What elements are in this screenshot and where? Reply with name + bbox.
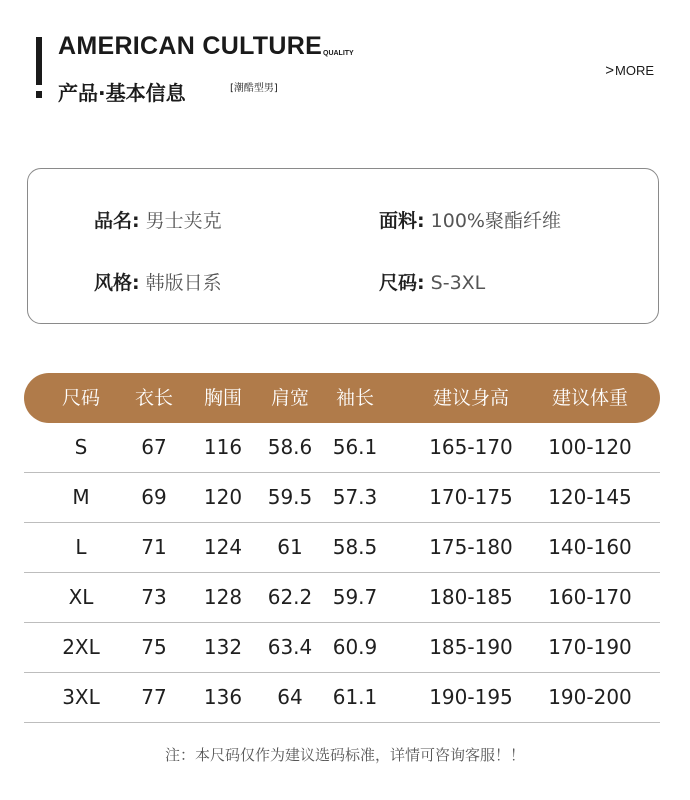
- info-value: 100%聚酯纤维: [430, 210, 561, 232]
- table-cell: 2XL: [62, 635, 100, 659]
- table-row: [24, 573, 660, 623]
- table-cell: 64: [277, 685, 303, 709]
- column-header: 袖长: [335, 387, 375, 409]
- table-cell: 100-120: [548, 435, 632, 459]
- info-value: 韩版日系: [145, 272, 222, 294]
- table-cell: 165-170: [429, 435, 513, 459]
- table-cell: 56.1: [332, 435, 378, 459]
- column-header: 建议身高: [432, 387, 510, 409]
- column-header: 肩宽: [270, 387, 310, 409]
- table-cell: 71: [141, 535, 167, 559]
- table-cell: 63.4: [267, 635, 313, 659]
- quality-tag: QUALITY: [323, 50, 354, 57]
- table-cell: 120-145: [548, 485, 632, 509]
- more-label: MORE: [615, 63, 654, 78]
- info-label: 品名:: [94, 210, 140, 232]
- size-footnote: 注：本尺码仅作为建议选码标准，详情可咨询客服！！: [164, 746, 525, 764]
- table-cell: 60.9: [332, 635, 378, 659]
- table-cell: 57.3: [332, 485, 378, 509]
- table-cell: 190-195: [429, 685, 513, 709]
- brand-title: AMERICAN CULTURE: [58, 32, 323, 60]
- info-fabric: [379, 206, 561, 233]
- info-product-name: [94, 206, 222, 233]
- table-cell: 160-170: [548, 585, 632, 609]
- table-cell: 59.5: [267, 485, 313, 509]
- exclamation-mark-bar: [36, 37, 42, 85]
- product-info-box: [27, 168, 659, 324]
- info-label: 风格:: [94, 272, 140, 294]
- table-cell: 73: [141, 585, 167, 609]
- table-row: [24, 673, 660, 723]
- column-header: 胸围: [203, 387, 243, 409]
- table-cell: 124: [203, 535, 243, 559]
- info-label: 尺码:: [379, 272, 425, 294]
- table-row: [24, 523, 660, 573]
- table-row: [24, 473, 660, 523]
- table-cell: 3XL: [62, 685, 100, 709]
- size-table-body: [24, 423, 660, 723]
- table-cell: L: [75, 535, 87, 559]
- size-table-header: [24, 373, 660, 423]
- chevron-right-icon: >: [605, 62, 614, 79]
- table-row: [24, 623, 660, 673]
- table-cell: 61: [277, 535, 303, 559]
- table-cell: M: [72, 485, 90, 509]
- column-header: 衣长: [134, 387, 174, 409]
- info-size-range: [379, 268, 485, 295]
- style-tag: [潮酷型男]: [230, 83, 278, 94]
- table-cell: S: [74, 435, 88, 459]
- column-header: 尺码: [61, 387, 101, 409]
- column-header: 建议体重: [551, 387, 629, 409]
- table-row: [24, 423, 660, 473]
- table-cell: 170-190: [548, 635, 632, 659]
- info-label: 面料:: [379, 210, 425, 232]
- table-cell: 190-200: [548, 685, 632, 709]
- info-value: S-3XL: [430, 272, 486, 294]
- table-cell: 58.6: [267, 435, 313, 459]
- exclamation-mark-dot: [36, 91, 42, 98]
- table-cell: 140-160: [548, 535, 632, 559]
- table-cell: XL: [68, 585, 94, 609]
- info-value: 男士夹克: [145, 210, 222, 232]
- table-cell: 180-185: [429, 585, 513, 609]
- table-cell: 132: [203, 635, 243, 659]
- table-cell: 185-190: [429, 635, 513, 659]
- table-cell: 170-175: [429, 485, 513, 509]
- table-cell: 69: [141, 485, 167, 509]
- table-cell: 59.7: [332, 585, 378, 609]
- size-table: [24, 373, 660, 723]
- more-link[interactable]: [605, 62, 654, 79]
- table-cell: 120: [203, 485, 243, 509]
- table-cell: 75: [141, 635, 167, 659]
- table-cell: 67: [141, 435, 167, 459]
- table-cell: 62.2: [267, 585, 313, 609]
- info-style: [94, 268, 222, 295]
- table-cell: 136: [203, 685, 243, 709]
- section-subtitle: 产品·基本信息: [58, 81, 186, 105]
- table-cell: 128: [203, 585, 243, 609]
- table-cell: 175-180: [429, 535, 513, 559]
- table-cell: 116: [203, 435, 243, 459]
- table-cell: 58.5: [332, 535, 378, 559]
- table-cell: 61.1: [332, 685, 378, 709]
- table-cell: 77: [141, 685, 167, 709]
